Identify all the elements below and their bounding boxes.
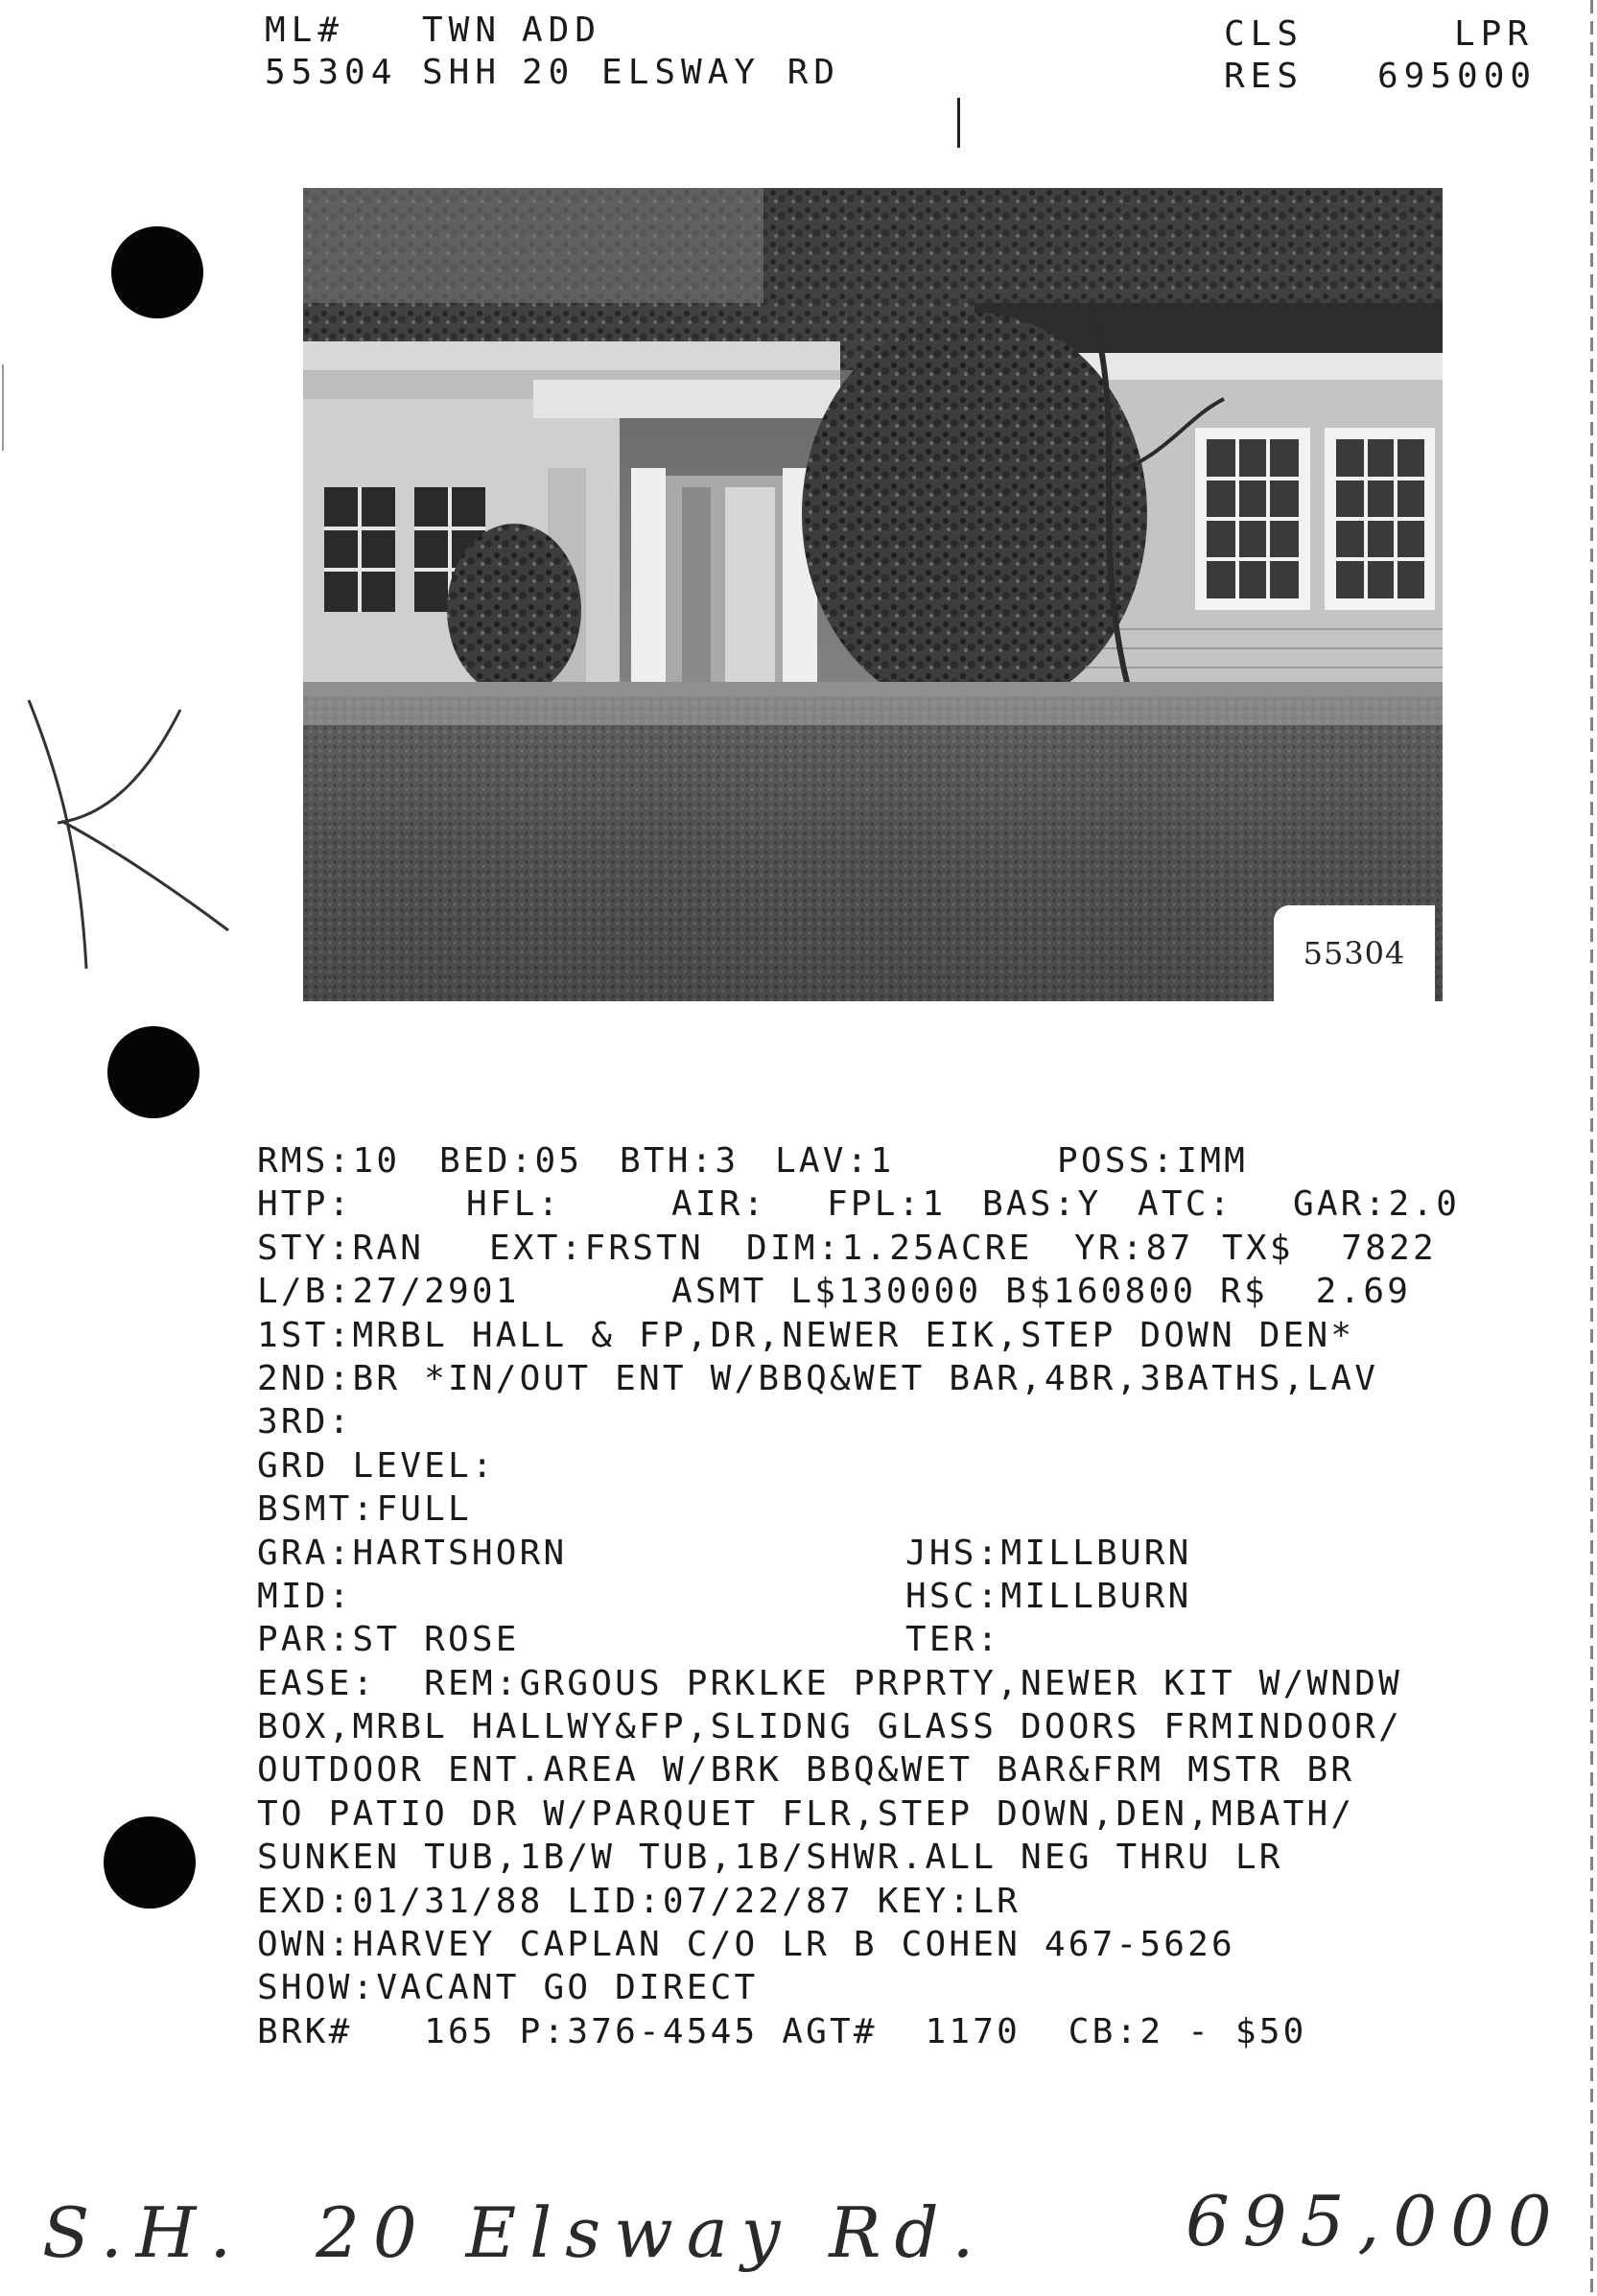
garage: GAR:2.0 (1293, 1184, 1461, 1225)
handwritten-address: S.H. 20 Elsway Rd. (42, 2192, 988, 2273)
cls-value: RES (1224, 57, 1304, 96)
grade-school: GRA:HARTSHORN (257, 1533, 568, 1573)
lpr-label: LPR (1454, 14, 1535, 54)
showing: SHOW:VACANT GO DIRECT (257, 1968, 759, 2008)
ml-number: 55304 (265, 53, 398, 92)
binder-hole-bottom (104, 1816, 196, 1909)
row-parochial (257, 1618, 1533, 1661)
remarks-line-1: EASE: REM:GRGOUS PRKLKE PRPRTY,NEWER KIT W/WNDW (257, 1663, 1402, 1703)
basement-flag: BAS:Y (982, 1184, 1102, 1225)
house-image (303, 188, 1443, 1001)
remarks-line-3: OUTDOOR ENT.AREA W/BRK BBQ&WET BAR&FRM MSTR BR (257, 1750, 1355, 1791)
row-style (257, 1227, 1533, 1270)
binder-hole-top (111, 226, 203, 318)
row-remarks-2 (257, 1705, 1533, 1748)
style: STY:RAN (257, 1228, 425, 1268)
air: AIR: (671, 1184, 767, 1225)
row-assessment (257, 1270, 1533, 1313)
binder-hole-middle (107, 1026, 200, 1118)
street-address: 20 ELSWAY RD (522, 53, 841, 92)
taxes: TX$ 7822 (1222, 1228, 1437, 1268)
row-broker (257, 2010, 1533, 2053)
twn-label: TWN (422, 11, 503, 50)
owner: OWN:HARVEY CAPLAN C/O LR B COHEN 467-5626 (257, 1925, 1235, 1965)
ground-level: GRD LEVEL: (257, 1445, 496, 1486)
torn-edge-right (1590, 0, 1593, 2296)
cls-label: CLS (1224, 14, 1304, 54)
row-grade-school (257, 1532, 1533, 1575)
rooms: RMS:10 (257, 1141, 401, 1181)
dimensions: DIM:1.25ACRE (746, 1228, 1033, 1268)
first-floor: 1ST:MRBL HALL & FP,DR,NEWER EIK,STEP DOWN DEN* (257, 1315, 1355, 1355)
row-middle-school (257, 1575, 1533, 1618)
remarks-line-2: BOX,MRBL HALLWY&FP,SLIDNG GLASS DOORS FRMINDOOR/ (257, 1707, 1402, 1747)
baths: BTH:3 (620, 1141, 740, 1181)
exterior: EXT:FRSTN (489, 1228, 704, 1268)
heat-fuel: HFL: (466, 1184, 562, 1225)
junior-high: JHS:MILLBURN (905, 1533, 1192, 1573)
row-remarks-4 (257, 1792, 1533, 1836)
property-photo (303, 188, 1443, 1001)
attic: ATC: (1138, 1184, 1233, 1225)
terms: TER: (905, 1620, 1001, 1660)
broker: BRK# 165 P:376-4545 AGT# 1170 CB:2 - $50 (257, 2011, 1307, 2051)
row-owner (257, 1923, 1533, 1966)
bedrooms: BED:05 (439, 1141, 583, 1181)
lot-block: L/B:27/2901 (257, 1272, 520, 1312)
ml-label: ML# (265, 11, 345, 50)
photo-id-tag: 55304 (1274, 905, 1435, 1001)
row-second-floor (257, 1357, 1533, 1400)
lavatories: LAV:1 (775, 1141, 895, 1181)
second-floor: 2ND:BR *IN/OUT ENT W/BBQ&WET BAR,4BR,3BATHS,LAV (257, 1358, 1379, 1398)
list-price: 695000 (1377, 57, 1538, 96)
year-built: YR:87 (1074, 1228, 1194, 1268)
middle-school: MID: (257, 1576, 353, 1616)
row-remarks-1 (257, 1662, 1533, 1705)
handwritten-k-mark (27, 691, 247, 978)
row-first-floor (257, 1314, 1533, 1357)
high-school: HSC:MILLBURN (905, 1576, 1192, 1616)
row-showing (257, 1966, 1533, 2009)
fireplace: FPL:1 (827, 1184, 947, 1225)
row-remarks-3 (257, 1748, 1533, 1792)
row-third-floor (257, 1400, 1533, 1443)
parochial-school: PAR:ST ROSE (257, 1620, 520, 1660)
basement: BSMT:FULL (257, 1489, 472, 1530)
listing-dates: EXD:01/31/88 LID:07/22/87 KEY:LR (257, 1881, 1021, 1921)
row-rooms (257, 1139, 1533, 1183)
scan-tick-mark (957, 98, 960, 148)
heat-type: HTP: (257, 1184, 353, 1225)
remarks-line-5: SUNKEN TUB,1B/W TUB,1B/SHWR.ALL NEG THRU LR (257, 1838, 1283, 1878)
possession: POSS:IMM (1057, 1141, 1248, 1181)
handwritten-price: 695,000 (1186, 2181, 1565, 2261)
town-code: SHH (422, 53, 503, 92)
row-ground-level (257, 1444, 1533, 1488)
assessment: ASMT L$130000 B$160800 R$ 2.69 (671, 1272, 1412, 1312)
row-basement (257, 1488, 1533, 1531)
row-systems (257, 1183, 1533, 1226)
listing-details (257, 1139, 1533, 2053)
add-label: ADD (522, 11, 602, 50)
scan-mark-left (2, 364, 4, 451)
remarks-line-4: TO PATIO DR W/PARQUET FLR,STEP DOWN,DEN,MBATH/ (257, 1793, 1355, 1834)
third-floor: 3RD: (257, 1402, 353, 1442)
row-dates (257, 1880, 1533, 1923)
row-remarks-5 (257, 1836, 1533, 1879)
